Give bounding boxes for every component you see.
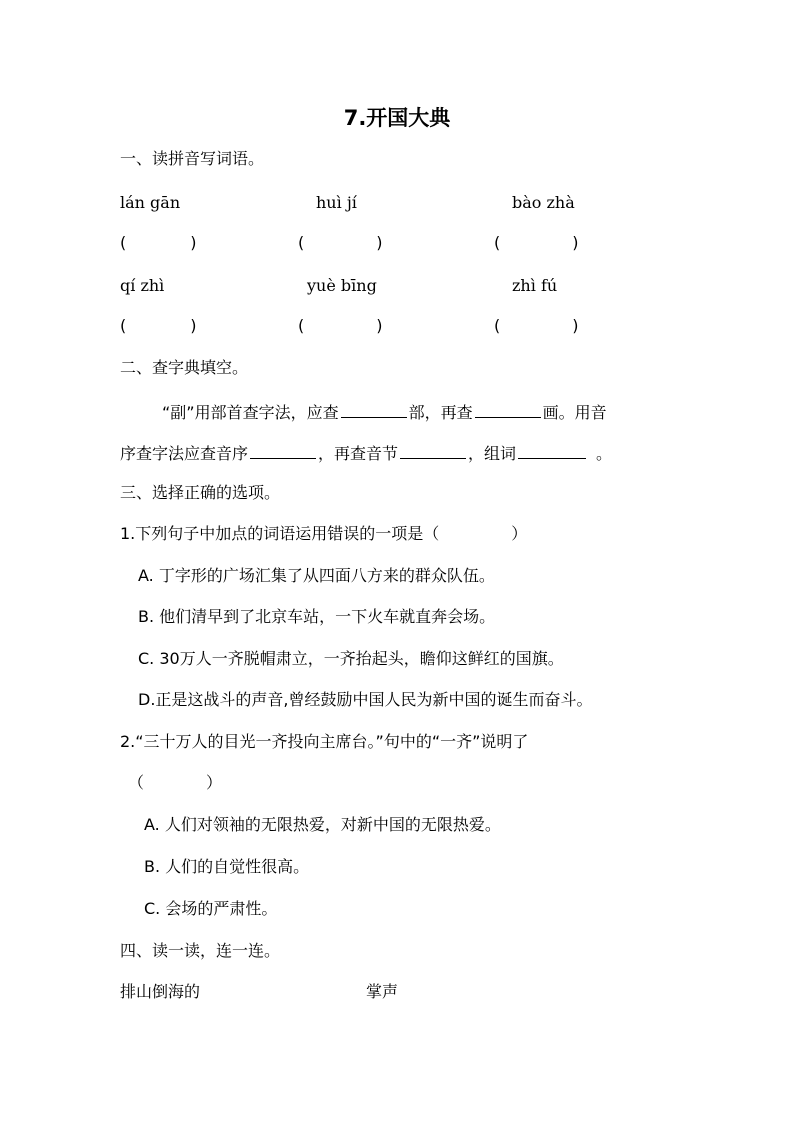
- question-1: 1.下列句子中加点的词语运用错误的一项是（ ）: [120, 524, 528, 543]
- question-2: 2.“三十万人的目光一齐投向主席台。”句中的“一齐”说明了: [120, 732, 529, 751]
- pinyin-1: lán gān: [120, 193, 181, 212]
- dictionary-line-1: “副”用部首查字法，应查 部，再查 画。用音: [162, 400, 607, 424]
- dictionary-line-2: 序查字法应查音序 ，再查音节 ，组词 。: [120, 441, 612, 465]
- pinyin-6: zhì fú: [512, 276, 558, 295]
- match-right-item[interactable]: 掌声: [366, 982, 399, 1001]
- pinyin-4: qí zhì: [120, 276, 165, 295]
- blank-initial[interactable]: [250, 441, 316, 459]
- answer-box-1[interactable]: ( ): [120, 233, 197, 252]
- answer-box-5[interactable]: ( ): [298, 316, 383, 335]
- q1-option-b: B. 他们清早到了北京车站，一下火车就直奔会场。: [138, 607, 496, 626]
- pinyin-2: huì jí: [316, 193, 357, 212]
- section3-heading: 三、选择正确的选项。: [120, 483, 281, 502]
- answer-box-2[interactable]: ( ): [298, 233, 383, 252]
- q1-option-a: A. 丁字形的广场汇集了从四面八方来的群众队伍。: [138, 566, 495, 585]
- answer-box-6[interactable]: ( ): [494, 316, 579, 335]
- q1-option-d: D.正是这战斗的声音,曾经鼓励中国人民为新中国的诞生而奋斗。: [138, 690, 593, 709]
- blank-syllable[interactable]: [400, 441, 466, 459]
- answer-box-4[interactable]: ( ): [120, 316, 197, 335]
- answer-box-q2[interactable]: （ ）: [128, 773, 223, 792]
- pinyin-5: yuè bīng: [307, 276, 377, 295]
- blank-strokes[interactable]: [475, 400, 541, 418]
- section2-heading: 二、查字典填空。: [120, 358, 249, 377]
- blank-radical[interactable]: [341, 400, 407, 418]
- section1-heading: 一、读拼音写词语。: [120, 149, 265, 168]
- q1-option-c: C. 30万人一齐脱帽肃立，一齐抬起头，瞻仰这鲜红的国旗。: [138, 649, 564, 668]
- match-left-item[interactable]: 排山倒海的: [120, 982, 201, 1001]
- section4-heading: 四、读一读，连一连。: [120, 941, 281, 960]
- answer-box-3[interactable]: ( ): [494, 233, 579, 252]
- q2-option-c: C. 会场的严肃性。: [144, 899, 278, 918]
- q2-option-b: B. 人们的自觉性很高。: [144, 857, 310, 876]
- page-title: 7.开国大典: [343, 106, 451, 130]
- blank-word[interactable]: [518, 441, 586, 459]
- pinyin-3: bào zhà: [512, 193, 575, 212]
- q2-option-a: A. 人们对领袖的无限热爱，对新中国的无限热爱。: [144, 815, 501, 834]
